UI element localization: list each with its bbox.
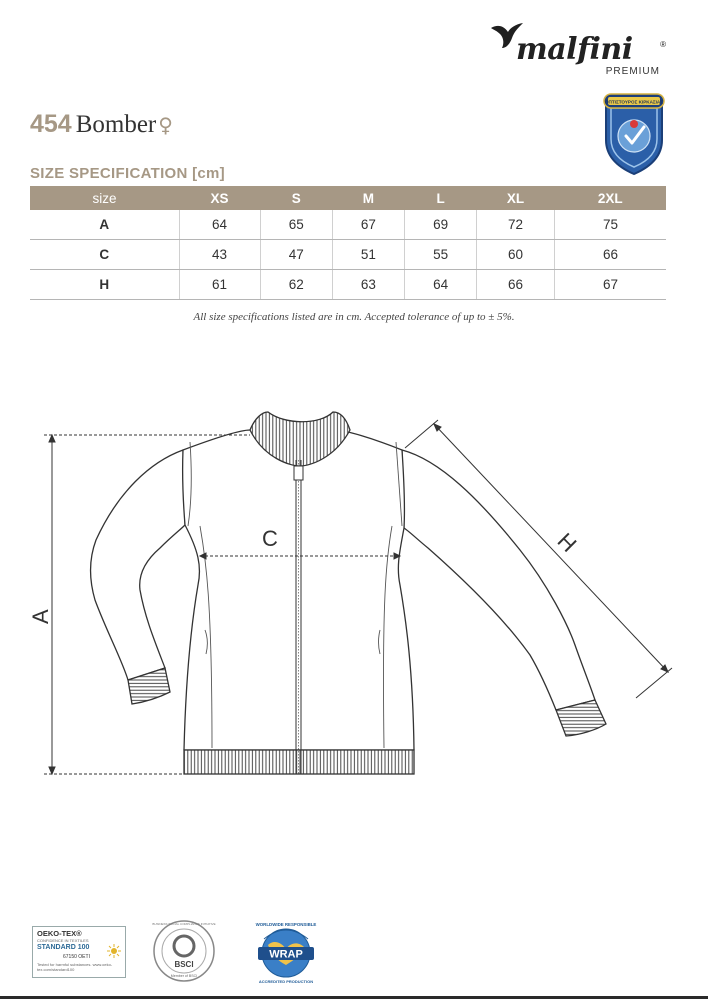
registered-mark: ® xyxy=(660,40,666,49)
oeko-title: OEKO-TEX® xyxy=(37,929,82,938)
quality-shield-icon xyxy=(600,92,668,176)
size-header-row xyxy=(30,186,666,210)
table-cell: 55 xyxy=(405,240,477,270)
oeko-standard: STANDARD 100 xyxy=(37,944,90,951)
jacket-outline xyxy=(91,430,595,750)
size-header-cell: S xyxy=(260,186,332,210)
bsci-logo-icon xyxy=(152,919,216,983)
brand-tagline: PREMIUM xyxy=(605,66,660,77)
table-cell: 75 xyxy=(554,210,666,240)
badge-label: ΟΠΤΙΣΤΟΥΡΟΣ ΚΙΡΚΑΣΙΑΣ xyxy=(604,99,664,105)
label-h: H xyxy=(552,527,582,557)
certification-logos xyxy=(0,915,708,985)
label-c: C xyxy=(262,526,278,551)
table-row xyxy=(30,210,666,240)
bsci-member: Member of BSCI xyxy=(170,974,198,978)
product-name: Bomber xyxy=(75,111,157,138)
bsci-ring-text: BUSINESS SOCIAL COMPLIANCE INITIATIVE xyxy=(152,922,216,926)
brand-logo xyxy=(490,18,666,78)
table-row xyxy=(30,240,666,270)
row-label: C xyxy=(30,240,179,270)
table-cell: 61 xyxy=(179,270,260,300)
size-header-label: size xyxy=(30,186,179,210)
oeko-footer: Tested for harmful substances. www.oeko-tex.com/standard100 xyxy=(37,962,113,972)
table-cell: 43 xyxy=(179,240,260,270)
table-cell: 67 xyxy=(554,270,666,300)
bsci-label: BSCI xyxy=(174,960,194,969)
table-cell: 51 xyxy=(332,240,404,270)
product-title xyxy=(30,110,173,139)
size-table xyxy=(30,186,666,300)
table-cell: 66 xyxy=(477,270,555,300)
size-header-cell: XL xyxy=(477,186,555,210)
size-header-cell: M xyxy=(332,186,404,210)
row-label: A xyxy=(30,210,179,240)
table-cell: 65 xyxy=(260,210,332,240)
table-cell: 60 xyxy=(477,240,555,270)
waistband-rib xyxy=(184,750,414,774)
oeko-subtitle: CONFIDENCE IN TEXTILES xyxy=(37,938,89,943)
label-a: A xyxy=(28,609,53,624)
wrap-label: WRAP xyxy=(269,948,303,961)
size-header-cell: L xyxy=(405,186,477,210)
table-row xyxy=(30,270,666,300)
size-header-cell: 2XL xyxy=(554,186,666,210)
wrap-logo-icon xyxy=(248,917,324,985)
table-cell: 66 xyxy=(554,240,666,270)
table-cell: 63 xyxy=(332,270,404,300)
wrap-bottom-text: ACCREDITED PRODUCTION xyxy=(258,979,314,984)
product-number: 454 xyxy=(30,110,72,138)
table-cell: 62 xyxy=(260,270,332,300)
table-cell: 67 xyxy=(332,210,404,240)
table-cell: 64 xyxy=(405,270,477,300)
bomber-jacket-diagram xyxy=(0,380,708,800)
table-cell: 64 xyxy=(179,210,260,240)
oeko-tex-label xyxy=(32,926,126,978)
size-header-cell: XS xyxy=(179,186,260,210)
wrap-top-text: WORLDWIDE RESPONSIBLE xyxy=(255,922,317,927)
female-symbol-icon: ♀ xyxy=(158,113,173,137)
table-cell: 72 xyxy=(477,210,555,240)
oeko-sun-icon xyxy=(107,944,121,958)
row-label: H xyxy=(30,270,179,300)
oeko-code: 67150 OETI xyxy=(63,954,90,960)
size-spec-heading: SIZE SPECIFICATION [cm] xyxy=(30,165,225,182)
table-cell: 69 xyxy=(405,210,477,240)
table-cell: 47 xyxy=(260,240,332,270)
brand-wordmark: malfini xyxy=(516,32,633,67)
tolerance-note: All size specifications listed are in cm. Accepted tolerance of up to ± 5%. xyxy=(193,311,515,323)
